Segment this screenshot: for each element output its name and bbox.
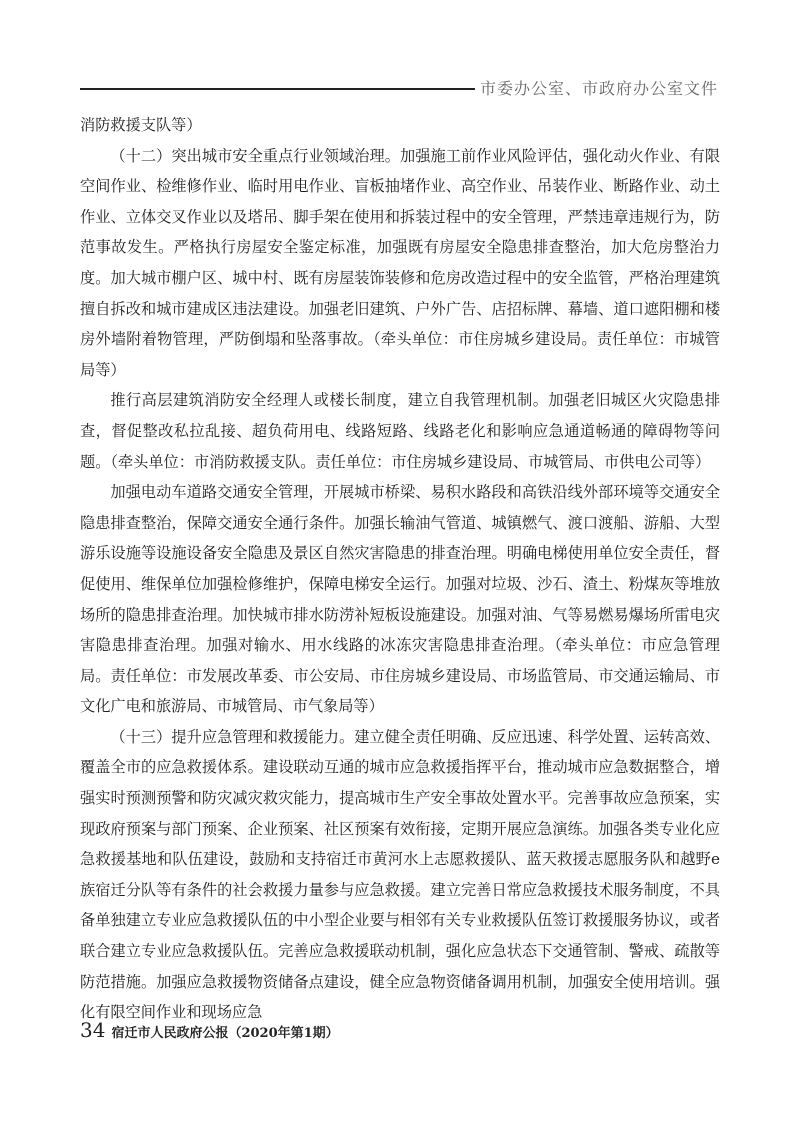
document-body [80, 110, 720, 1028]
paragraph-fire-safety: 推行高层建筑消防安全经理人或楼长制度，建立自我管理机制。加强老旧城区火灾隐患排查，督促整改私拉乱接、超负荷用电、线路短路、线路老化和影响应急通道畅通的障碍物等问题。（牵头单位：市消防救援支队。责任单位：市住房城乡建设局、市城管局、市供电公司等） [80, 391, 720, 471]
publication-title: 宿迁市人民政府公报（2020年第1期） [111, 1026, 339, 1041]
paragraph-continuation: 消防救援支队等） [80, 116, 202, 134]
paragraph-traffic-safety: 加强电动车道路交通安全管理，开展城市桥梁、易积水路段和高铁沿线外部环境等交通安全隐患排查整治，保障交通安全通行条件。加强长输油气管道、城镇燃气、渡口渡船、游船、大型游乐设施等设施设备安全隐患及景区自然灾害隐患的排查治理。明确电梯使用单位安全责任，督促使用、维保单位加强检修维护，保障电梯安全运行。加强对垃圾、沙石、渣土、粉煤灰等堆放场所的隐患排查治理。加快城市排水防涝补短板设施建设。加强对油、气等易燃易爆场所雷电灾害隐患排查治理。加强对输水、用水线路的冰冻灾害隐患排查治理。（牵头单位：市应急管理局。责任单位：市发展改革委、市公安局、市住房城乡建设局、市场监管局、市交通运输局、市文化广电和旅游局、市城管局、市气象局等） [80, 483, 720, 716]
page-number: 34 [80, 1018, 106, 1042]
page-footer [80, 1018, 339, 1042]
paragraph-section-13: （十三）提升应急管理和救援能力。建立健全责任明确、反应迅速、科学处置、运转高效、覆盖全市的应急救援体系。建设联动互通的城市应急救援指挥平台，推动城市应急数据整合，增强实时预测预警和防灾减灾救灾能力，提高城市生产安全事故处置水平。完善事故应急预案，实现政府预案与部门预案、企业预案、社区预案有效衔接，定期开展应急演练。加强各类专业化应急救援基地和队伍建设，鼓励和支持宿迁市黄河水上志愿救援队、蓝天救援志愿服务队和越野e族宿迁分队等有条件的社会救援力量参与应急救援。建立完善日常应急救援技术服务制度，不具备单独建立专业应急救援队伍的中小型企业要与相邻有关专业救援队伍签订救援服务协议，或者联合建立专业应急救援队伍。完善应急救援联动机制，强化应急状态下交通管制、警戒、疏散等防范措施。加强应急救援物资储备点建设，健全应急物资储备调用机制，加强安全使用培训。强化有限空间作业和现场应急 [80, 727, 720, 1022]
header-rule [80, 88, 475, 90]
paragraph-section-12: （十二）突出城市安全重点行业领域治理。加强施工前作业风险评估，强化动火作业、有限空间作业、检维修作业、临时用电作业、盲板抽堵作业、高空作业、吊装作业、断路作业、动土作业、立体交叉作业以及塔吊、脚手架在使用和拆装过程中的安全管理，严禁违章违规行为，防范事故发生。严格执行房屋安全鉴定标准，加强既有房屋安全隐患排查整治，加大危房整治力度。加大城市棚户区、城中村、既有房屋装饰装修和危房改造过程中的安全监管，严格治理建筑擅自拆改和城市建成区违法建设。加强老旧建筑、户外广告、店招标牌、幕墙、道口遮阳棚和楼房外墙附着物管理，严防倒塌和坠落事故。（牵头单位：市住房城乡建设局。责任单位：市城管局等） [80, 146, 720, 379]
header-title: 市委办公室、市政府办公室文件 [480, 79, 719, 98]
